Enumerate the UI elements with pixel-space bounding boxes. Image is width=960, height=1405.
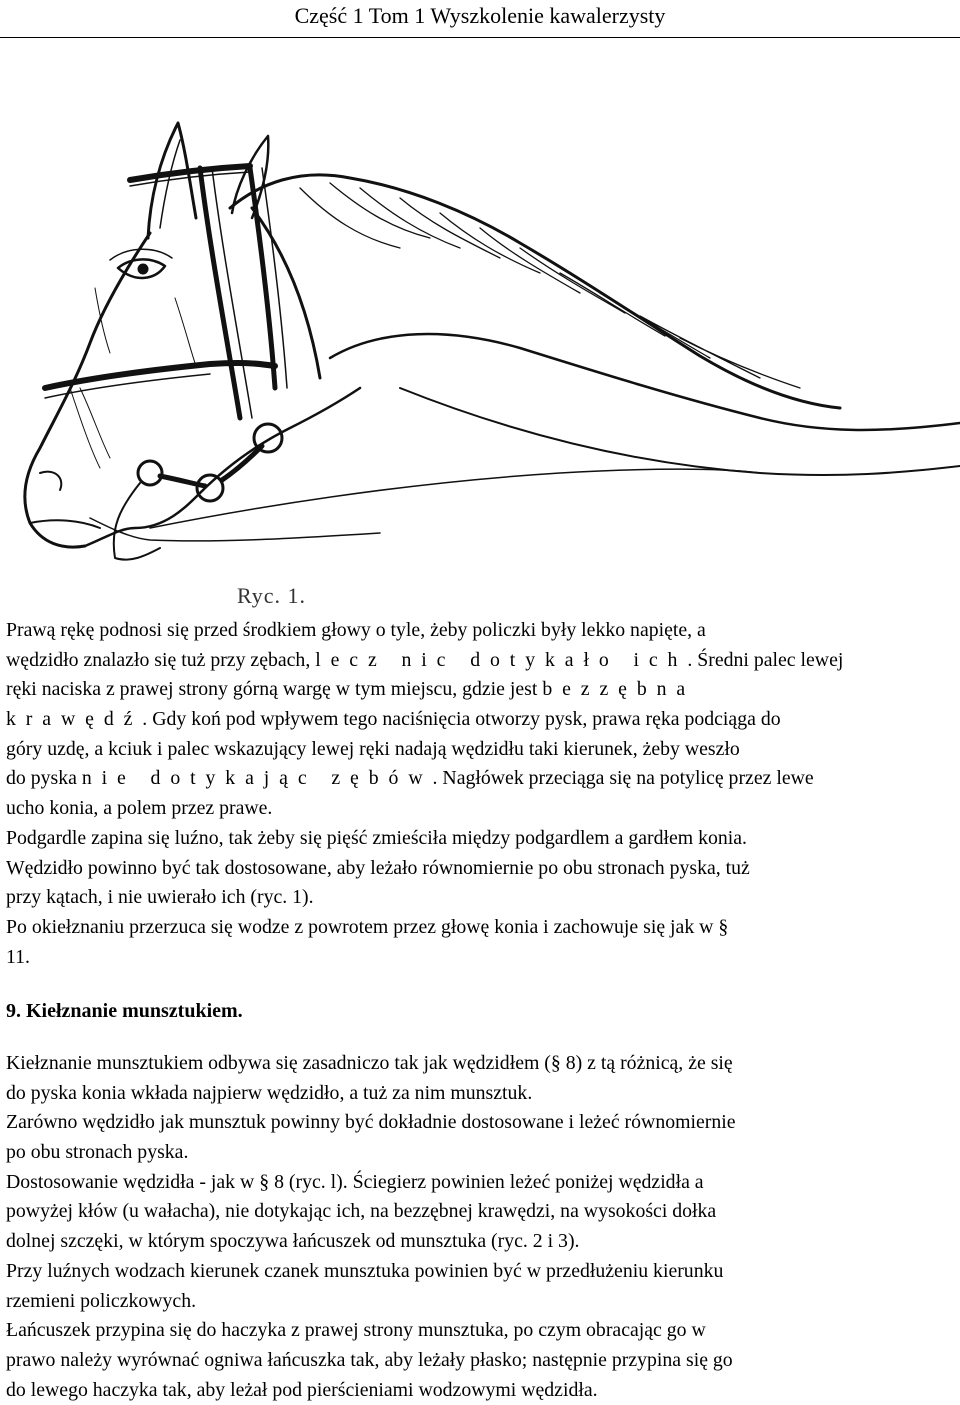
emphasis-spaced: bezzębna (542, 678, 696, 701)
figure-caption: Ryc. 1. (237, 583, 307, 608)
text-line: rzemieni policzkowych. (6, 1289, 197, 1312)
text-line: Wędzidło powinno być tak dostosowane, aby leżało równomiernie po obu stronach pyska, tuż (6, 856, 750, 879)
section-heading: 9. Kiełznanie munsztukiem. (6, 1000, 243, 1022)
text-line: dolnej szczęki, w którym spoczywa łańcuszek od munsztuka (ryc. 2 i 3). (6, 1230, 580, 1253)
text-line: Kiełznanie munsztukiem odbywa się zasadniczo tak jak wędzidłem (§ 8) z tą różnicą, że się (6, 1052, 733, 1074)
emphasis-spaced: krawędź (6, 708, 143, 731)
text-line: Przy luźnych wodzach kierunek czanek munsztuka powinien być w przedłużeniu kierunku (6, 1259, 724, 1282)
text-line: do lewego haczyka tak, aby leżał pod pierścieniami wodzowymi wędzidła. (6, 1378, 598, 1401)
text-line: do pyska konia wkłada najpierw wędzidło, a tuż za nim munsztuk. (6, 1081, 533, 1104)
text-line: 11. (6, 945, 30, 968)
text-line: wędzidło znalazło się tuż przy zębach, lecz nic dotykało ich. Średni palec lewej (6, 648, 844, 671)
text-line: do pyska nie dotykając zębów. Nagłówek przeciąga się na potylicę przez lewe (6, 767, 814, 790)
text-line: Łańcuszek przypina się do haczyka z prawej strony munsztuka, po czym obracając go w (6, 1319, 706, 1342)
text-line: ręki naciska z prawej strony górną wargę w tym miejscu, gdzie jest bezzębna (6, 678, 696, 701)
text-line: góry uzdę, a kciuk i palec wskazujący lewej ręki nadają wędzidłu taki kierunek, żeby weszło (6, 737, 740, 760)
text-line: Zarówno wędzidło jak munsztuk powinny być dokładnie dostosowane i leżeć równomiernie (6, 1111, 736, 1134)
body-paragraph-curb-bit (6, 1049, 956, 1405)
body-paragraph-bridling (6, 616, 956, 972)
text-line: po obu stronach pyska. (6, 1141, 189, 1164)
page-header: Część 1 Tom 1 Wyszkolenie kawalerzysty (294, 3, 666, 28)
text-line: ucho konia, a polem przez prawe. (6, 797, 273, 820)
text-line: Podgardle zapina się luźno, tak żeby się pięść zmieściła między podgardlem a gardłem konia. (6, 826, 747, 849)
horse-bridle-illustration (0, 88, 960, 618)
text-line: Po okiełznaniu przerzuca się wodze z powrotem przez głowę konia i zachowuje się jak w § (6, 915, 729, 938)
text-line: Prawą rękę podnosi się przed środkiem głowy o tyle, żeby policzki były lekko napięte, a (6, 619, 706, 641)
header-divider (0, 37, 960, 38)
text-line: powyżej kłów (u wałacha), nie dotykając ich, na bezzębnej krawędzi, na wysokości dołka (6, 1200, 717, 1223)
text-line: krawędź. Gdy koń pod wpływem tego naciśnięcia otworzy pysk, prawa ręka podciąga do (6, 708, 781, 731)
emphasis-spaced: lecz nic dotykało ich (315, 648, 688, 671)
text-line: przy kątach, i nie uwierało ich (ryc. 1). (6, 886, 314, 909)
text-line: prawo należy wyrównać ogniwa łańcuszka tak, aby leżały płasko; następnie przypina się go (6, 1348, 733, 1371)
emphasis-spaced: nie dotykając zębów (81, 767, 433, 790)
text-line: Dostosowanie wędzidła - jak w § 8 (ryc. l). Ściegierz powinien leżeć poniżej wędzidła a (6, 1170, 704, 1193)
